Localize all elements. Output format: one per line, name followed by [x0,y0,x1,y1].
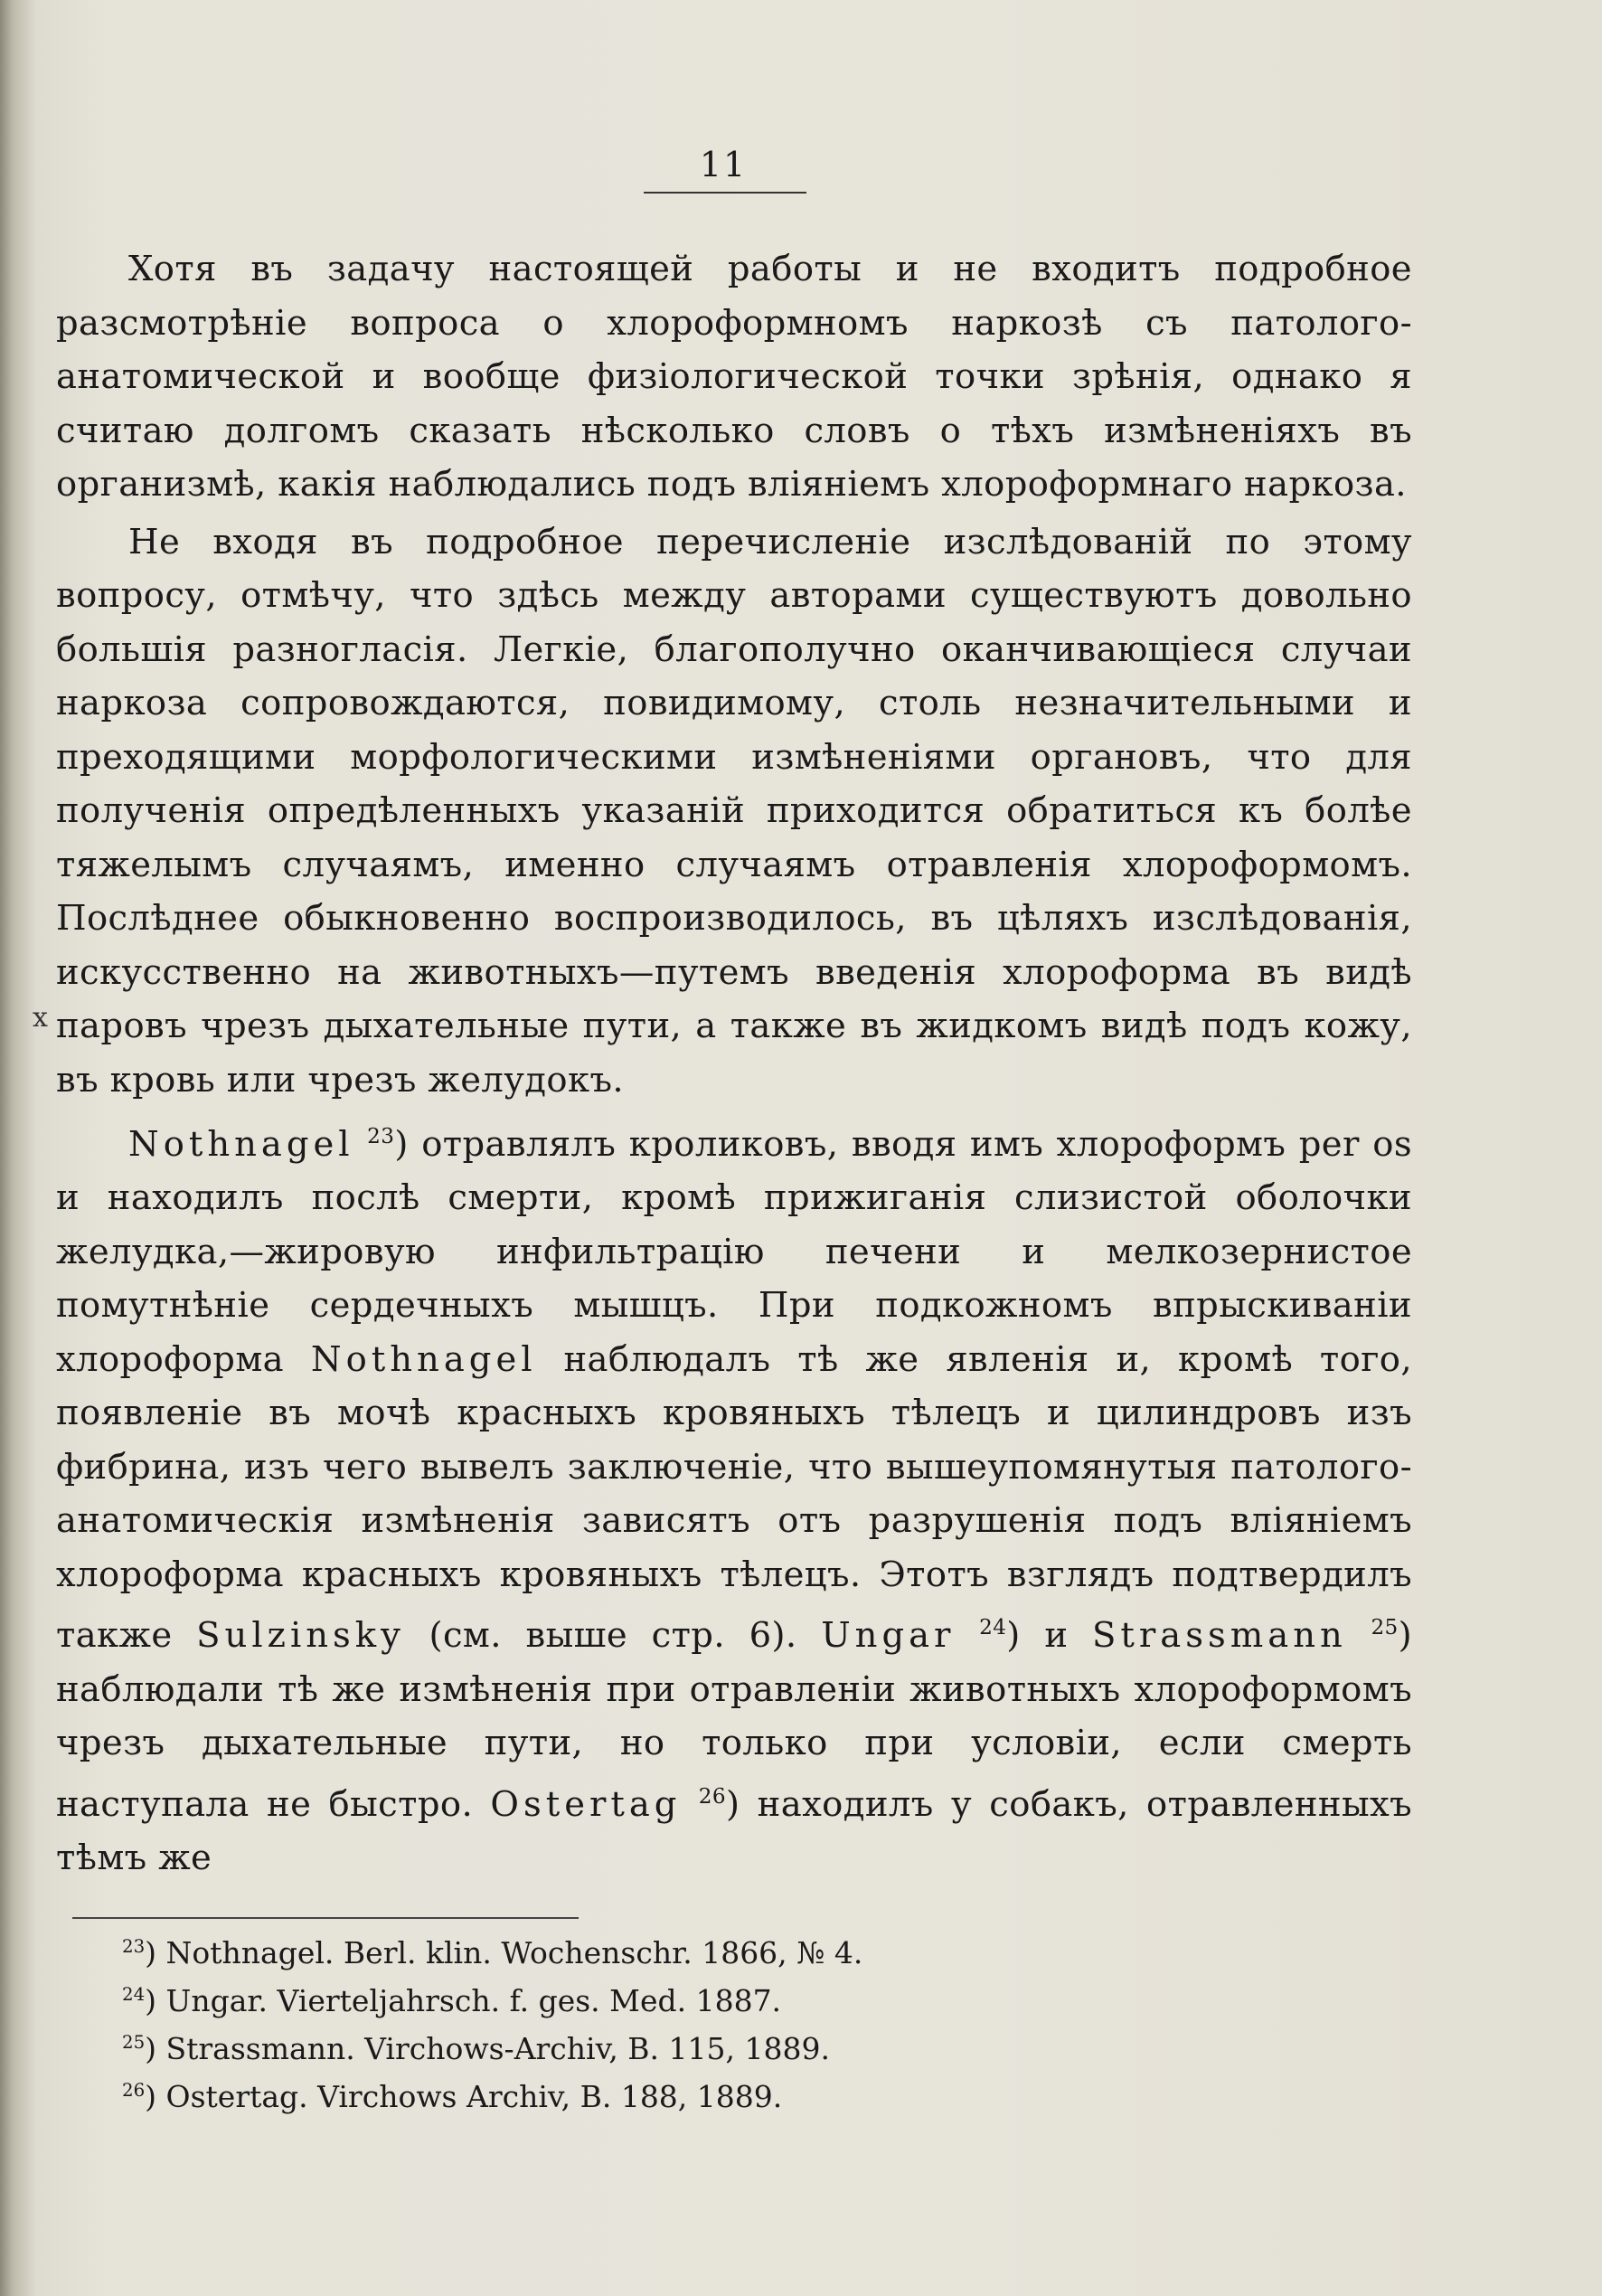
author-name: Strassmann [1092,1615,1347,1657]
text-run: ) отравлялъ кроликовъ, вводя имъ хлороформъ per os и находилъ послѣ смерти, кромѣ прижиганія слизистой оболочки желудка,—жировую инфильтрацію печени и мелкозернистое помутнѣніе сердечныхъ мышцъ. При подкожномъ впрыскиваніи хлороформа [56,1123,1412,1380]
author-name: Nothnagel [128,1123,354,1165]
footnote-text: ) Strassmann. Virchows-Archiv, B. 115, 1889. [145,2031,830,2066]
footnotes [122,1926,1207,2118]
footnote-text: ) Nothnagel. Berl. klin. Wochenschr. 1866, № 4. [145,1935,863,1970]
author-name: Ostertag [490,1783,682,1825]
text-run: ) и [1006,1615,1069,1657]
paragraph-2: Не входя въ подробное перечисленіе изслѣдованій по этому вопросу, отмѣчу, что здѣсь между авторами существуютъ довольно большія разногласія. Легкіе, благополучно оканчивающіеся случаи наркоза сопровождаются, повидимому, столь незначительными и преходящими морфологическими измѣненіями органовъ, что для полученія опредѣленныхъ указаній приходится обратиться къ болѣе тяжелымъ случаямъ, именно случаямъ отравленія хлороформомъ. Послѣднее обыкновенно воспроизводилось, въ цѣляхъ изслѣдованія, искусственно на животныхъ—путемъ введенія хлороформа въ видѣ паровъ чрезъ дыхательные пути, а также въ жидкомъ видѣ подъ кожу, въ кровь или чрезъ желудокъ. [56,521,1412,1101]
footnote-ref: 23 [367,1125,395,1148]
footnote [122,1974,1207,2022]
footnote-ref: 25 [1371,1616,1399,1640]
text-run: ) наблюдали тѣ же измѣненія при отравленіи животныхъ хлороформомъ чрезъ дыхательные пути, но только при условіи, если смерть наступала не быстро. [56,1615,1413,1825]
footnote [122,2070,1207,2118]
text-run: ) находилъ у собакъ, отравленныхъ тѣмъ же [56,1783,1413,1878]
footnote-ref: 26 [698,1784,726,1809]
footnote-number: 25 [122,2032,146,2053]
footnote-number: 26 [122,2080,146,2101]
footnote-number: 23 [122,1936,146,1957]
text-run: (см. выше стр. 6). [429,1615,797,1657]
page-number: 11 [699,145,748,184]
footnote [122,2022,1207,2070]
footnote-number: 24 [122,1984,146,2005]
footnote-rule [72,1917,579,1919]
paragraph-1: Хотя въ задачу настоящей работы и не входитъ подробное разсмотрѣніе вопроса о хлороформномъ наркозѣ съ патолого-анатомической и вообще физiологической точки зрѣнія, однако я считаю долгомъ сказать нѣсколько словъ о тѣхъ измѣненіяхъ въ организмѣ, какія наблюдались подъ вліяніемъ хлороформнаго наркоза. [56,249,1412,505]
paragraph-3 [56,1110,1412,1885]
author-name: Ungar [821,1615,956,1657]
footnote-text: ) Ungar. Vierteljahrsch. f. ges. Med. 1887. [145,1983,782,2018]
author-name: Nothnagel [310,1338,537,1380]
footnote [122,1926,1207,1974]
footnote-ref: 24 [979,1616,1007,1640]
footnote-text: ) Ostertag. Virchows Archiv, B. 188, 1889. [145,2079,783,2114]
page-number-rule [644,192,806,194]
text-run: наблюдалъ тѣ же явленія и, кромѣ того, появленіе въ мочѣ красныхъ кровяныхъ тѣлецъ и цилиндровъ изъ фибрина, изъ чего вывелъ заключеніе, что вышеупомянутыя патолого-анатомическія измѣненія зависятъ отъ разрушенія подъ вліяніемъ хлороформа красныхъ кровяныхъ тѣлецъ. Этотъ взглядъ подтвердилъ также [56,1338,1413,1657]
body-text [56,242,1412,1885]
author-name: Sulzinsky [196,1615,405,1657]
margin-mark: x [33,1002,48,1034]
